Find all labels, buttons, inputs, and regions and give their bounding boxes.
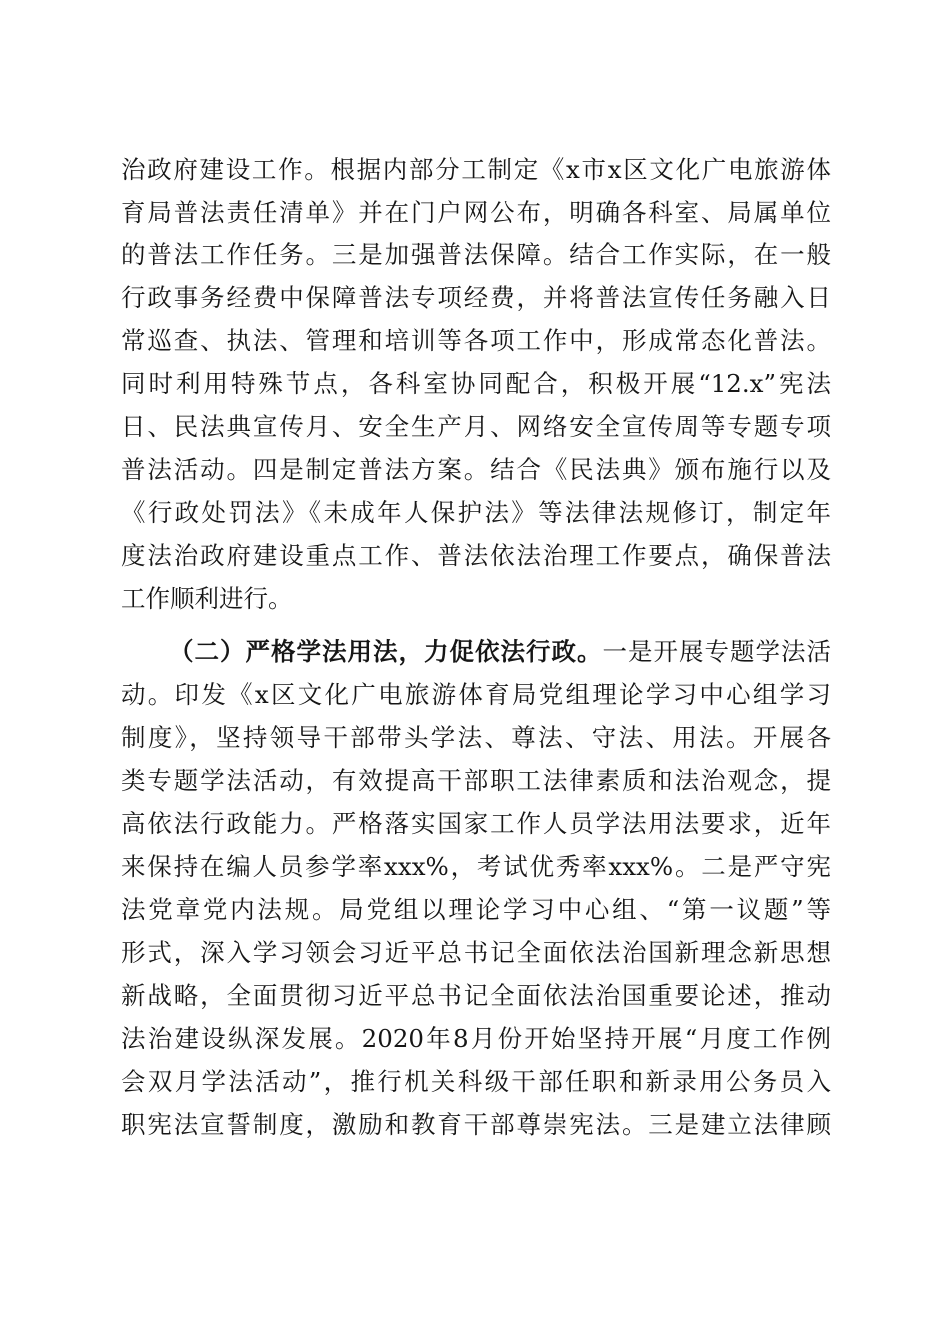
paragraph-line: 形式，深入学习领会习近平总书记全面依法治国新理念新思想 xyxy=(121,938,831,967)
paragraph-line: 类专题学法活动，有效提高干部职工法律素质和法治观念，提 xyxy=(121,766,831,795)
paragraph-line: 普法活动。四是制定普法方案。结合《民法典》颁布施行以及 xyxy=(121,455,831,484)
paragraph-line: 制度》，坚持领导干部带头学法、尊法、守法、用法。开展各 xyxy=(121,723,831,752)
paragraph-line: 度法治政府建设重点工作、普法依法治理工作要点，确保普法 xyxy=(121,541,831,570)
paragraph-line: 法治建设纵深发展。2020年8月份开始坚持开展“月度工作例 xyxy=(121,1024,831,1053)
paragraph-line: 《行政处罚法》《未成年人保护法》等法律法规修订，制定年 xyxy=(121,498,831,527)
paragraph-line: 高依法行政能力。严格落实国家工作人员学法用法要求，近年 xyxy=(121,809,831,838)
paragraph-line: 常巡查、执法、管理和培训等各项工作中，形成常态化普法。 xyxy=(121,326,831,355)
paragraph-line: 来保持在编人员参学率xxx%，考试优秀率xxx%。二是严守宪 xyxy=(121,852,831,881)
paragraph-line-last: 工作顺利进行。 xyxy=(121,584,293,613)
paragraph-line: 新战略，全面贯彻习近平总书记全面依法治国重要论述，推动 xyxy=(121,981,831,1010)
paragraph-line: 育局普法责任清单》并在门户网公布，明确各科室、局属单位 xyxy=(121,198,831,227)
paragraph-line: 动。印发《x区文化广电旅游体育局党组理论学习中心组学习 xyxy=(121,680,831,709)
paragraph-line: 法党章党内法规。局党组以理论学习中心组、“第一议题”等 xyxy=(121,895,831,924)
section-heading-line xyxy=(169,632,831,672)
paragraph-line: 的普法工作任务。三是加强普法保障。结合工作实际，在一般 xyxy=(121,240,831,269)
paragraph-line: 会双月学法活动”，推行机关科级干部任职和新录用公务员入 xyxy=(121,1067,831,1096)
section-heading-rest: 一是开展专题学法活 xyxy=(602,637,831,666)
paragraph-line: 行政事务经费中保障普法专项经费，并将普法宣传任务融入日 xyxy=(121,283,831,312)
paragraph-line: 职宪法宣誓制度，激励和教育干部尊崇宪法。三是建立法律顾 xyxy=(121,1110,831,1139)
paragraph-line: 日、民法典宣传月、安全生产月、网络安全宣传周等专题专项 xyxy=(121,412,831,441)
paragraph-line: 同时利用特殊节点，各科室协同配合，积极开展“12.x”宪法 xyxy=(121,369,831,398)
paragraph-line: 治政府建设工作。根据内部分工制定《x市x区文化广电旅游体 xyxy=(121,155,831,184)
section-heading: （二）严格学法用法，力促依法行政。 xyxy=(169,637,603,666)
